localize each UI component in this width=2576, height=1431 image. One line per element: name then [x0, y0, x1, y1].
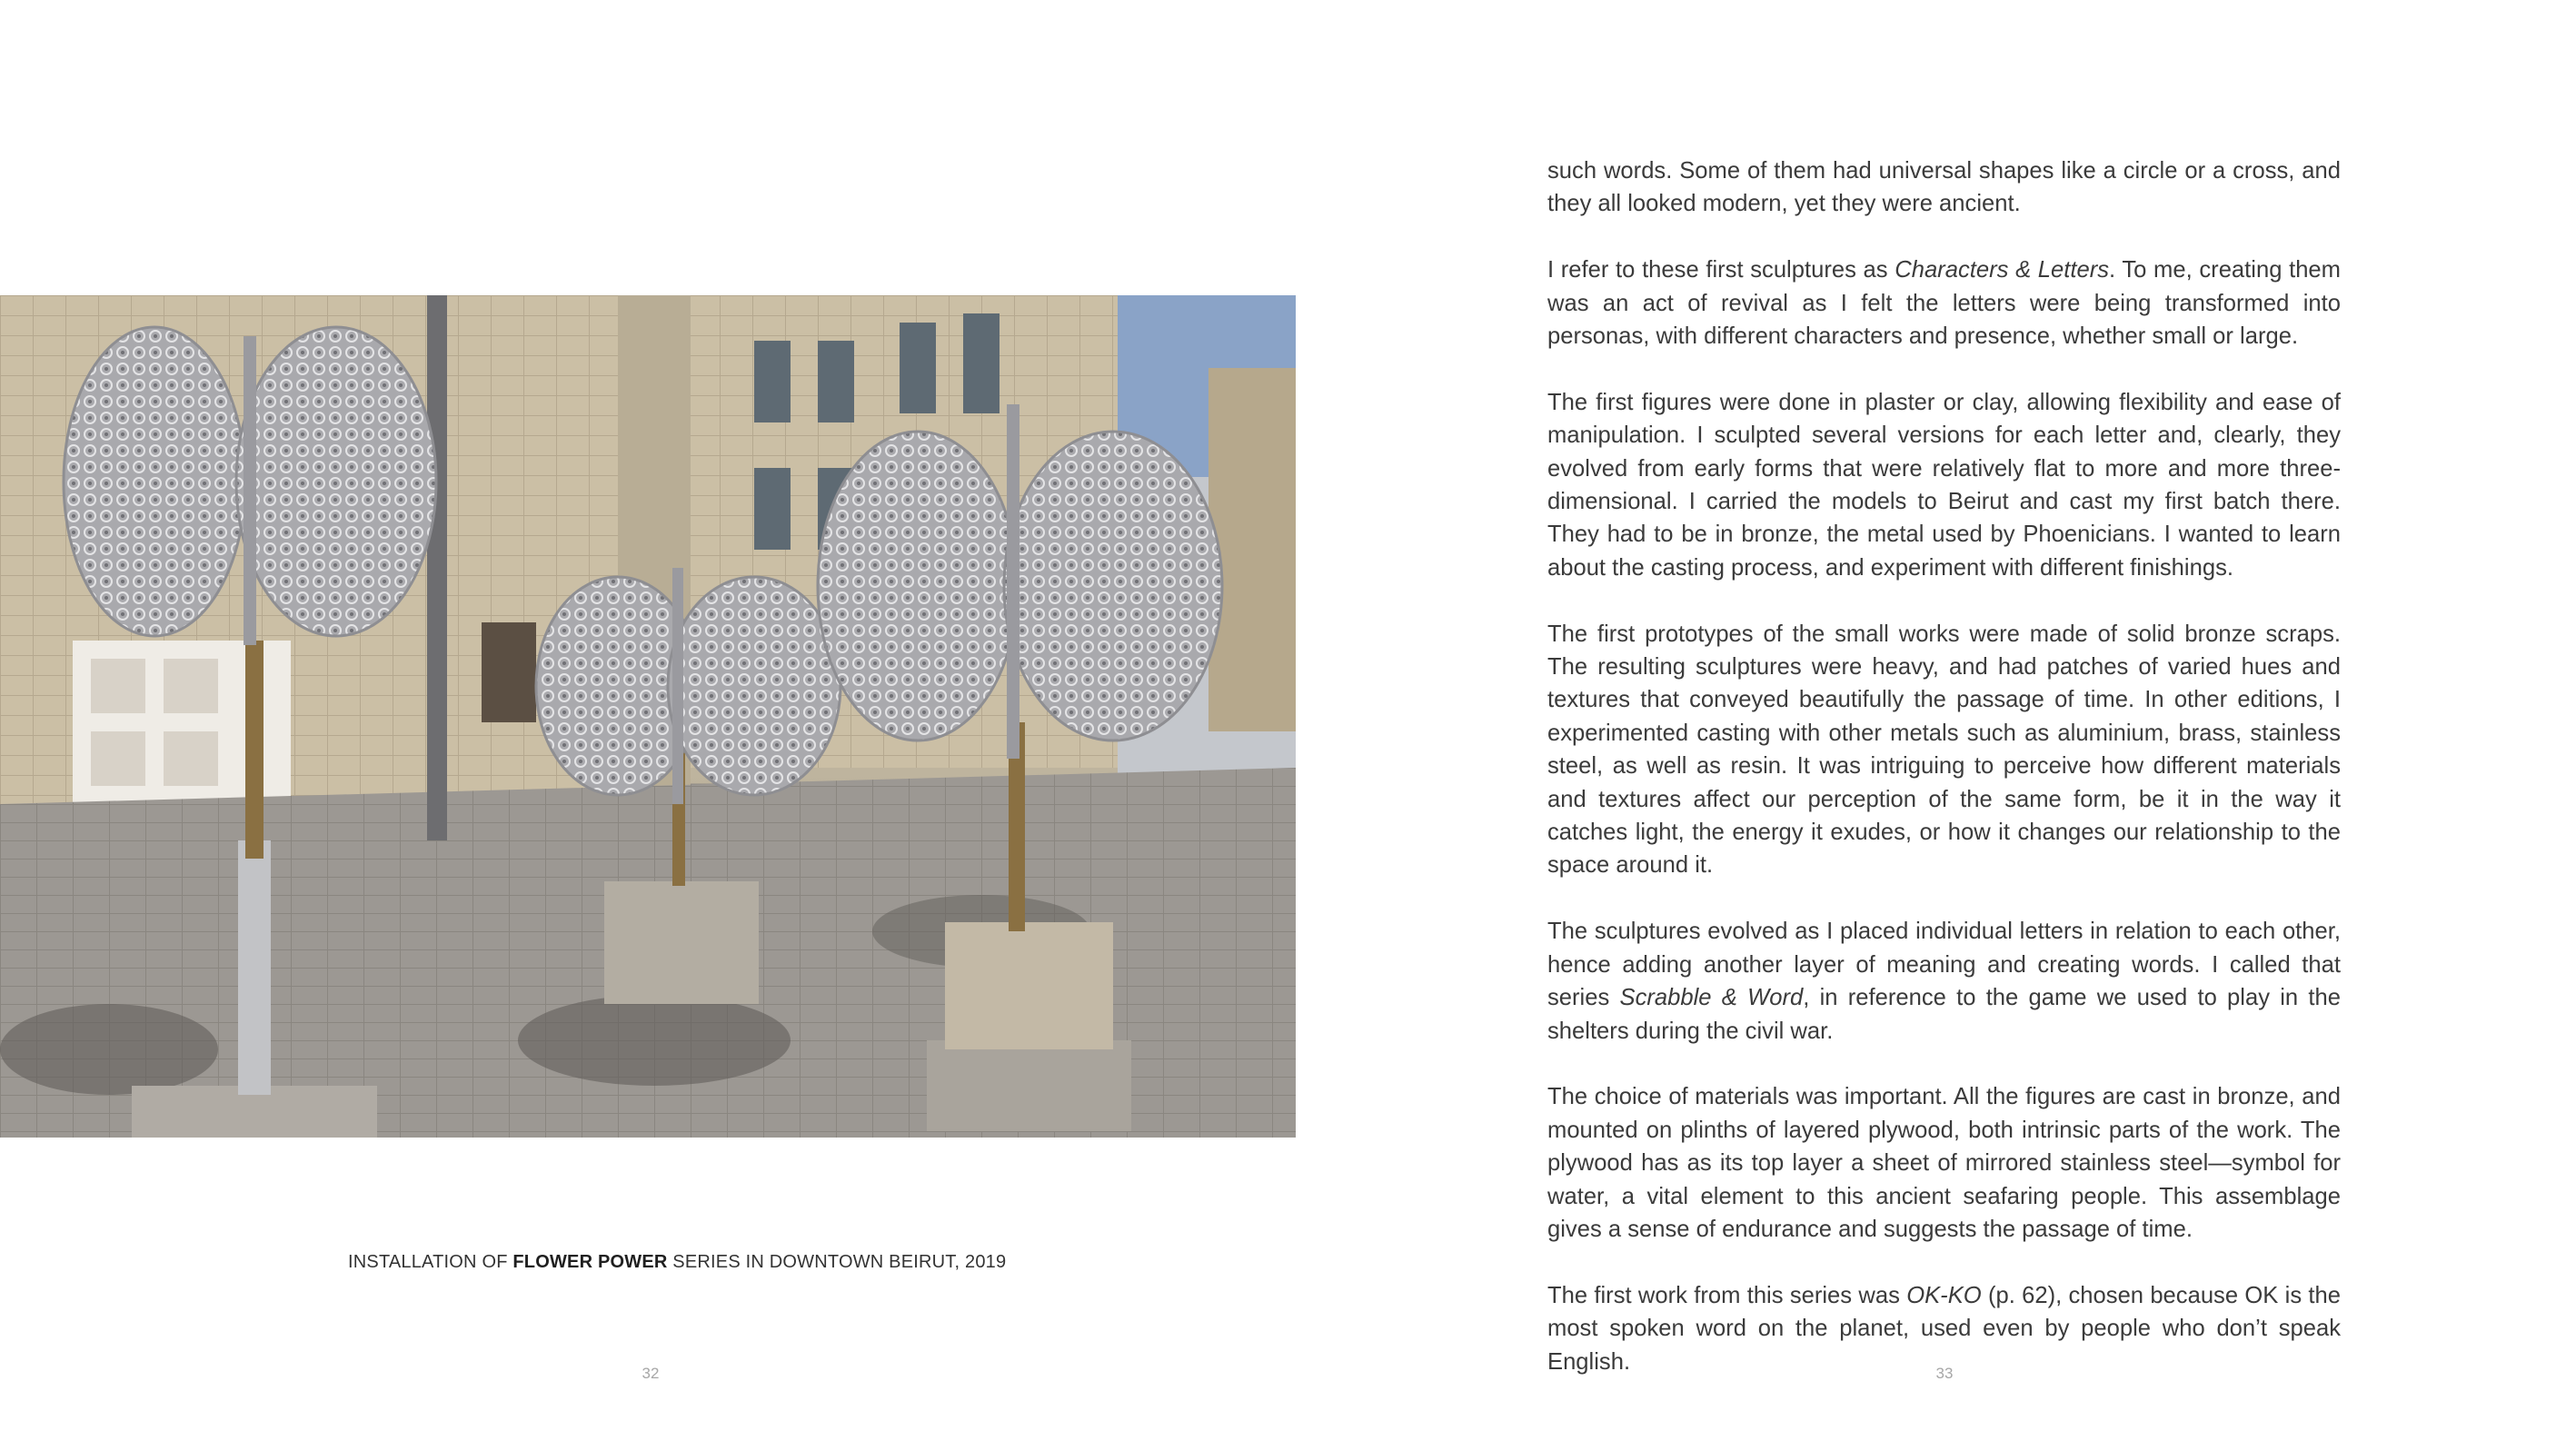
- page-number-left: 32: [642, 1365, 660, 1382]
- series-title-scrabble-word: Scrabble & Word: [1619, 985, 1804, 1011]
- paragraph-6: The choice of materials was important. All the figures are cast in bronze, and mounted on plinths of layered plywood, both intrinsic parts of the work. The plywood has as its top layer a sheet of mirrored stainless steel—symbol for water, a vital element to this ancient seafaring people. This assemblage gives a sense of endurance and suggests the passage of time.: [1547, 1084, 2341, 1242]
- paragraph-2: [1547, 253, 2341, 353]
- caption-suffix: SERIES IN DOWNTOWN BEIRUT, 2019: [667, 1252, 1007, 1272]
- paragraph-5-text-start: The sculptures evolved as I placed individual letters in relation to each other, hence adding another layer of meaning and creating words. I called that series: [1547, 919, 2341, 1011]
- caption-prefix: INSTALLATION OF: [348, 1252, 513, 1272]
- work-title-ok-ko: OK-KO: [1906, 1282, 1982, 1308]
- photo-illustration: [0, 295, 1296, 1138]
- body-text-column: [1547, 154, 2341, 1378]
- series-title-characters-letters: Characters & Letters: [1895, 257, 2110, 283]
- installation-photo: [0, 295, 1296, 1138]
- paragraph-7-text-end: (p. 62), chosen because OK is the most spoken word on the planet, used even by people who don’t speak English.: [1547, 1282, 2341, 1375]
- photo-caption: [348, 1252, 1006, 1273]
- caption-series-name: FLOWER POWER: [512, 1252, 668, 1272]
- paragraph-7-text-start: The first work from this series was: [1547, 1282, 1907, 1308]
- paragraph-3: The first figures were done in plaster or clay, allowing flexibility and ease of manipulation. I sculpted several versions for each letter and, clearly, they evolved from early forms that were relatively flat to more and more three-dimensional. I carried the models to Beirut and cast my first batch there. They had to be in bronze, the metal used by Phoenicians. I wanted to learn about the casting process, and experiment with different finishings.: [1547, 389, 2341, 581]
- paragraph-2-text-end: . To me, creating them was an act of revival as I felt the letters were being transformed into personas, with different characters and presence, whether small or large.: [1547, 257, 2341, 350]
- paragraph-2-text-start: I refer to these first sculptures as: [1547, 257, 1895, 283]
- paragraph-5: [1547, 915, 2341, 1048]
- paragraph-7: [1547, 1279, 2341, 1378]
- paragraph-5-text-end: , in reference to the game we used to play in the shelters during the civil war.: [1547, 985, 2341, 1044]
- page-number-right: 33: [1935, 1365, 1954, 1382]
- paragraph-4: The first prototypes of the small works were made of solid bronze scraps. The resulting sculptures were heavy, and had patches of varied hues and textures that conveyed beautifully the passage of time. In other editions, I experimented casting with other metals such as aluminium, brass, stainless steel, as well as resin. It was intriguing to perceive how different materials and textures affect our perception of the same form, be it in the way it catches light, the energy it exudes, or how it changes our relationship to the space around it.: [1547, 621, 2341, 879]
- paragraph-1: such words. Some of them had universal shapes like a circle or a cross, and they all looked modern, yet they were ancient.: [1547, 158, 2341, 217]
